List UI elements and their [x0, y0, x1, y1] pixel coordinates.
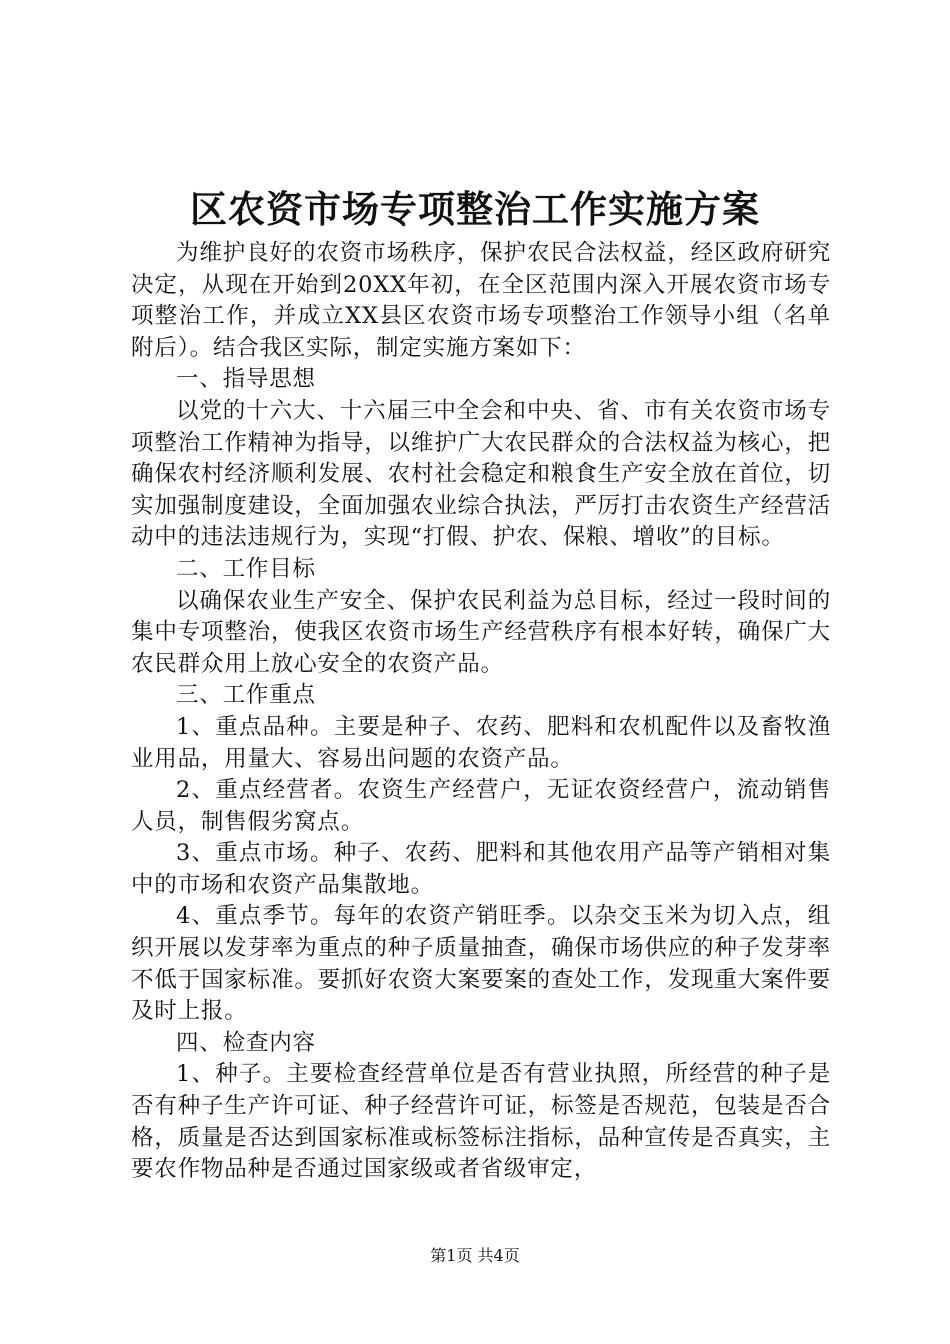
section-heading-guiding-ideology: 一、指导思想 [176, 366, 316, 393]
section-heading-inspection-content: 四、检查内容 [176, 1029, 316, 1056]
focus-item-varieties: 1、重点品种。主要是种子、农药、肥料和农机配件以及畜牧渔业用品，用量大、容易出问题的农资产品。 [131, 713, 831, 772]
guiding-ideology-paragraph: 以党的十六大、十六届三中全会和中央、省、市有关农资市场专项整治工作精神为指导，以维护广大农民群众的合法权益为核心，把确保农村经济顺利发展、农村社会稳定和粮食生产安全放在首位，切实加强制度建设，全面加强农业综合执法，严厉打击农资生产经营活动中的违法违规行为，实现“打假、护农、保粮、增收”的目标。 [131, 397, 831, 551]
document-title: 区农资市场专项整治工作实施方案 [190, 187, 760, 231]
focus-item-seasons: 4、重点季节。每年的农资产销旺季。以杂交玉米为切入点，组织开展以发芽率为重点的种子质量抽查，确保市场供应的种子发芽率不低于国家标准。要抓好农资大案要案的查处工作，发现重大案件要及时上报。 [131, 903, 831, 1025]
section-heading-work-focus: 三、工作重点 [176, 682, 316, 709]
focus-item-operators: 2、重点经营者。农资生产经营户，无证农资经营户，流动销售人员，制售假劣窝点。 [131, 777, 831, 835]
section-heading-work-goals: 二、工作目标 [176, 555, 316, 582]
inspection-item-seeds: 1、种子。主要检查经营单位是否有营业执照，所经营的种子是否有种子生产许可证、种子经营许可证，标签是否规范，包装是否合格，质量是否达到国家标准或标签标注指标，品种宣传是否真实，主要农作物品种是否通过国家级或者省级审定， [131, 1061, 831, 1183]
intro-paragraph: 为维护良好的农资市场秩序，保护农民合法权益，经区政府研究决定，从现在开始到20XX年初，在全区范围内深入开展农资市场专项整治工作，并成立XX县区农资市场专项整治工作领导小组（名单附后）。结合我区实际，制定实施方案如下： [131, 240, 831, 361]
page-footer: 第1页 共4页 [430, 1246, 520, 1265]
work-goals-paragraph: 以确保农业生产安全、保护农民利益为总目标，经过一段时间的集中专项整治，使我区农资市场生产经营秩序有根本好转，确保广大农民群众用上放心安全的农资产品。 [131, 587, 831, 677]
document-body [131, 238, 831, 1186]
focus-item-markets: 3、重点市场。种子、农药、肥料和其他农用产品等产销相对集中的市场和农资产品集散地。 [131, 840, 831, 898]
